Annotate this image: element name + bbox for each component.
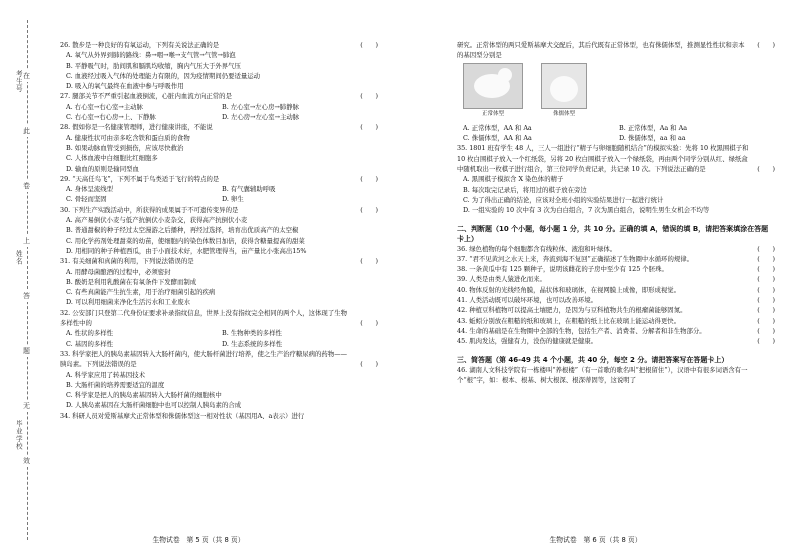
school-label: 毕业学校 — [14, 420, 23, 451]
option: D. 生态系统的多样性 — [222, 339, 283, 348]
figure-dwarf — [541, 63, 587, 119]
answer-paren: ( ) — [360, 92, 378, 101]
q34-continued — [457, 40, 775, 61]
question-text: 34. 科研人员对爱斯基摩犬正常体型和侏儒体型这一相对性状（基因用A、a表示）进行 — [60, 411, 305, 420]
question-stem — [60, 122, 378, 132]
normal-dog-image — [463, 63, 523, 109]
question-text: 32. 公安部门只登第二代身份证要求补录指纹信息，世界上没有指纹完全相同的两个人，这体现了生物多样性中的 — [60, 308, 347, 328]
option: A. 黑围棋子模拟含 X 染色体的精子 — [463, 175, 564, 184]
option: D. 卵生 — [222, 195, 244, 204]
option: C. 用化学药剂处理甜菜的幼苗，使细胞内的染色体数目加倍，获得含糖量提高的甜菜 — [66, 236, 305, 245]
q34-options-row1 — [457, 123, 775, 133]
option: B. 酸奶是利用乳酸菌在有氧条件下发酵而制成 — [66, 277, 197, 286]
question-text: 26. 散步是一种良好的有氧运动，下列有关说法正确的是 — [60, 41, 220, 49]
seal-char: 效 — [23, 455, 30, 467]
question-text: 31. 有关细菌和真菌的利用，下列说法错误的是 — [60, 257, 194, 266]
answer-paren: ( ) — [360, 360, 378, 369]
option: C. 骨轻而坚固 — [66, 195, 107, 204]
answer-paren: ( ) — [757, 265, 775, 274]
option: C. 右心室→右心房→上、下静脉 — [66, 113, 156, 122]
judgment-item — [457, 336, 775, 346]
question-stem — [60, 308, 378, 329]
option: D. 人胰岛素基因在大肠杆菌细胞中也可以控制人胰岛素的合成 — [66, 401, 242, 410]
judgment-text: 43. 蚯蚓分别放在粗糙的纸和玻璃上，在粗糙的纸上比在玻璃上能运动得更快。 — [457, 316, 681, 325]
answer-paren: ( ) — [757, 296, 775, 305]
option: D. 一组实验的 10 次中有 3 次为白白组合，7 次为黑白组合，说明生男生女机会不均等 — [463, 206, 710, 215]
judgment-text: 36. 绿色植物的每个细胞都含有线粒体、液泡和叶绿体。 — [457, 244, 617, 253]
judgment-text: 39. 人类是由类人猿进化而来。 — [457, 275, 546, 284]
answer-paren: ( ) — [360, 123, 378, 132]
question-text: 30. 下列生产实践活动中，所获得的成果属于不可遗传变异的是 — [60, 205, 239, 214]
option: B. 生物种类的多样性 — [222, 329, 282, 338]
option: A. 性状的多样性 — [66, 329, 114, 338]
answer-paren: ( ) — [757, 275, 775, 284]
figure-normal — [463, 63, 523, 119]
answer-paren: ( ) — [757, 326, 775, 335]
option: B. 左心室→左心房→肺静脉 — [222, 102, 299, 111]
name-label: 姓名 — [14, 250, 23, 266]
seal-char: 在 — [23, 70, 30, 82]
figure-caption-normal: 正常体型 — [481, 110, 504, 117]
question-stem — [60, 91, 378, 101]
dog-figures — [457, 63, 775, 119]
option: B. 普通甜椒的种子经过太空漫游之后播种，再经过选择，培育出优质高产的太空椒 — [66, 226, 299, 235]
option: B. 有气囊辅助呼吸 — [222, 185, 276, 194]
answer-paren: ( ) — [757, 316, 775, 325]
question-stem — [60, 349, 378, 370]
judgment-text: 41. 人类活动既可以破坏环境，也可以改善环境。 — [457, 296, 598, 305]
option-row — [60, 112, 378, 122]
answer-paren: ( ) — [757, 244, 775, 253]
option: C. 血液经过吸入气体的处理能力有限的，因为疫情期间仍要适量运动 — [66, 71, 261, 80]
question-text: 33. 科学家把人的胰岛素基因转入大肠杆菌内，使大肠杆菌进行培养，使之生产治疗糖尿病的药物——胰岛素。下列说法错误的是 — [60, 349, 347, 369]
option: A. 高产易倒伏小麦与低产抗倒伏小麦杂交，获得高产抗倒伏小麦 — [66, 216, 248, 225]
option: D. 用相同的种子种植西瓜，由于小面技术好，水肥管理得当，亩产量比小张高出15% — [66, 246, 307, 255]
judgment-item — [457, 254, 775, 264]
left-footer: 生物试卷 第 5 页（共 8 页） — [152, 536, 245, 544]
question-text: 27. 腿部关节不严重引起血液倒流，心脏内血流方向正常的是 — [60, 92, 232, 101]
question-text: 29. “天高任鸟飞”，下列不属于鸟类适于飞行的特点的是 — [60, 174, 220, 183]
judgment-text: 45. 肌肉发达，强健有力，没伤的健康就是健康。 — [457, 337, 598, 346]
option: A. 右心室→右心室→主动脉 — [66, 102, 143, 111]
answer-paren: ( ) — [360, 205, 378, 214]
option: A. 用酵母菌酿酒的过程中，必须密封 — [66, 267, 171, 276]
option: C. 基因的多样性 — [66, 339, 114, 348]
seal-char: 此 — [23, 125, 30, 137]
answer-paren: ( ) — [757, 165, 775, 174]
option: D. 左心房→左心室→主动脉 — [222, 113, 300, 122]
option-row — [60, 102, 378, 112]
q35-text: 35. 1801 班有学生 48 人，三人一组进行“精子与卵细胞随机结合”的模拟实验：先将 10 枚黑围棋子和 10 枚白围棋子放入一个红纸袋，另将 20 枚白围棋子放入一个绿纸袋，再由两个同学分别从红、绿纸盒中随机取出一枚棋子进行组合，第三位同学负责记录，共记录 10 次。下列说法正确的是 — [457, 144, 749, 174]
option: D. 输血的原则是输同型血 — [66, 164, 139, 173]
answer-paren: ( ) — [360, 257, 378, 266]
q34-intro: 研究。正常体型的两只爱斯基摩犬交配后，其后代既有正常体型，也有侏儒体型，推测显性性状和亲本的基因型分别是 — [457, 41, 745, 60]
section-short-answer-title: 三、简答题（第 46-49 共 4 个小题，共 40 分，每空 2 分。请把答案写在答题卡上） — [457, 355, 729, 364]
answer-paren: ( ) — [757, 337, 775, 346]
option-row — [60, 339, 378, 349]
option: A. 正常体型，AA 和 Aa — [463, 123, 532, 132]
answer-paren: ( ) — [757, 254, 775, 263]
judgment-text: 42. 种植豆科植物可以提高土壤肥力，是因为与豆科植物共生的根瘤菌能够固氮。 — [457, 306, 687, 315]
right-questions — [457, 40, 775, 385]
answer-paren: ( ) — [757, 306, 775, 315]
judgment-item — [457, 274, 775, 284]
option: C. 人体血液中白细胞比红细胞多 — [66, 154, 158, 163]
option: D. 可以利用细菌来净化生活污水和工业废水 — [66, 298, 190, 307]
option: B. 每次取完记录后，将用过的棋子放在旁边 — [463, 185, 587, 194]
left-questions — [60, 40, 378, 421]
q34-options-row2 — [457, 133, 775, 143]
option-row — [60, 328, 378, 338]
judgment-item — [457, 326, 775, 336]
option: D. 侏儒体型，aa 和 aa — [619, 134, 686, 143]
question-stem — [60, 256, 378, 266]
judgment-text: 44. 生命的基础是在生物圈中全部的生物，包括生产者、消费者、分解者和非生物部分。 — [457, 326, 706, 335]
answer-paren: ( ) — [360, 41, 378, 49]
option: A. 氧气从外界到肺的路线：鼻→咽→喉→支气管→气管→肺泡 — [66, 51, 236, 60]
option: C. 为了得出正确的结论，应该对全班小组的实验结果进行一起进行统计 — [463, 195, 664, 204]
judgment-text: 37. “君不见黄河之水天上来，奔流到海不复回”正确描述了生物圈中水循环的规律。 — [457, 254, 694, 263]
seal-char: 题 — [23, 345, 30, 357]
seal-char: 卷 — [23, 180, 30, 192]
option: C. 侏儒体型，AA 和 Aa — [463, 134, 532, 143]
answer-paren: ( ) — [757, 41, 775, 49]
judgment-item — [457, 264, 775, 274]
judgment-item — [457, 305, 775, 315]
seal-char: 上 — [23, 235, 30, 247]
judgment-item — [457, 295, 775, 305]
seal-char: 无 — [23, 400, 30, 412]
right-page — [397, 0, 794, 560]
option: B. 大肠杆菌的培养需要适宜的温度 — [66, 380, 165, 389]
q46-stem: 46. 湖南人文科技学院有一栋楼叫“养根楼”（有一首歌的歌名叫“把根留住”），汉语中有很多词语含有一个“根”字，如：根本、根基、树大根深、根深蒂固等，这说明了 — [457, 365, 748, 384]
option: A. 科学家应用了转基因技术 — [66, 370, 145, 379]
answer-paren: ( ) — [360, 319, 378, 328]
question-stem — [60, 174, 378, 184]
question-stem — [60, 40, 378, 50]
seal-char: 答 — [23, 290, 30, 302]
dwarf-dog-image — [541, 63, 587, 109]
option: B. 平静吸气时，肋间肌和膈肌均收缩，胸内气压大于外界气压 — [66, 61, 241, 70]
judgment-text: 38. 一条黄瓜中有 125 颗种子，说明该雌花的子房中至少有 125 个胚珠。 — [457, 265, 668, 274]
binding-strip — [0, 0, 50, 560]
answer-paren: ( ) — [757, 285, 775, 294]
judgment-item — [457, 316, 775, 326]
option: A. 健康性状可由亲多吃含铁和蛋白质的食物 — [66, 133, 190, 142]
judgment-item — [457, 285, 775, 295]
option: D. 吸入的氧气最终在血液中参与呼吸作用 — [66, 82, 184, 91]
answer-paren: ( ) — [360, 174, 378, 183]
option: B. 如果动脉血管受到损伤，应该尽快救治 — [66, 143, 184, 152]
option-row — [60, 194, 378, 204]
judgment-item — [457, 244, 775, 254]
question-text: 28. 假如你是一名健康管理师，进行健康讲座，不能说 — [60, 123, 213, 132]
question-stem — [60, 205, 378, 215]
q35-stem — [457, 143, 775, 174]
judgment-text: 40. 物体反射的光线经角膜，晶状体和玻璃体，在视网膜上成像，即形成视觉。 — [457, 285, 681, 294]
option: C. 科学家是把人的胰岛素基因转入大肠杆菌的细胞核中 — [66, 391, 222, 400]
exam-number-label: 考生号 — [14, 70, 23, 93]
option: C. 有些真菌能产生抗生素，用于治疗细菌引起的疾病 — [66, 288, 216, 297]
option: B. 正常体型，Aa 和 Aa — [619, 123, 688, 132]
question-stem — [60, 411, 378, 421]
right-footer: 生物试卷 第 6 页（共 8 页） — [549, 536, 642, 544]
option-row — [60, 184, 378, 194]
figure-caption-dwarf: 侏儒体型 — [552, 110, 575, 117]
option: A. 身体呈流线型 — [66, 185, 114, 194]
section-judgment-title: 二、判断题（10 个小题，每小题 1 分，共 10 分。正确的填 A，错误的填 B，请把答案填涂在答题卡上） — [457, 224, 769, 243]
